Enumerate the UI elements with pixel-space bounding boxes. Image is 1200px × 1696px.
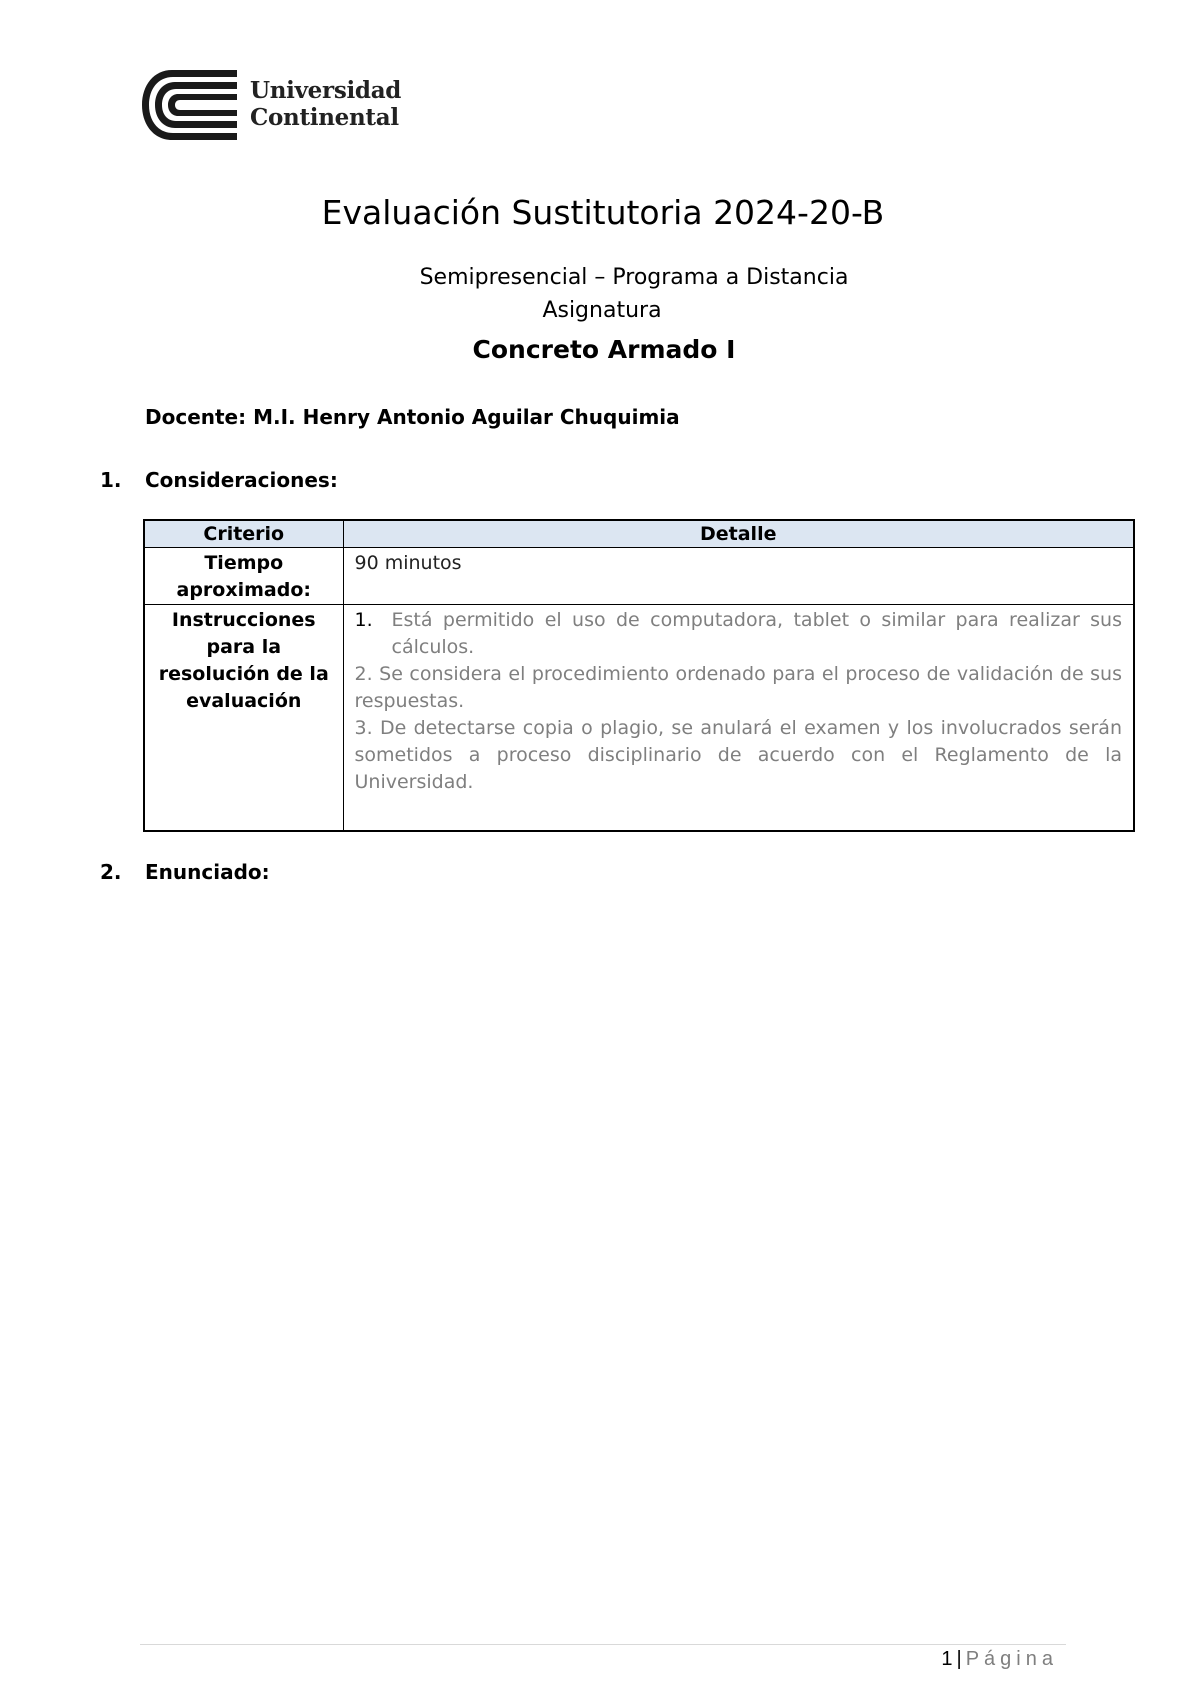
footer-divider xyxy=(140,1644,1066,1645)
instruction-item: 3. De detectarse copia o plagio, se anulará el examen y los involucrados serán sometidos a proceso disciplinario de acuerdo con el Reglamento de la Universidad. xyxy=(354,717,1122,793)
course-name-text: Concreto Armado I xyxy=(472,335,736,364)
section-number: 2. xyxy=(100,860,122,884)
document-subtitle xyxy=(0,265,1200,290)
table-header-criterio: Criterio xyxy=(144,520,343,548)
docente-line: Docente: M.I. Henry Antonio Aguilar Chuquimia xyxy=(145,405,680,429)
course-name xyxy=(0,335,1200,364)
document-subtitle-text: Semipresencial – Programa a Distancia xyxy=(419,265,849,290)
footer-separator: | xyxy=(956,1648,962,1670)
instruction-item: 2. Se considera el procedimiento ordenado para el proceso de validación de sus respuestas. xyxy=(354,663,1122,712)
university-logo xyxy=(142,70,402,140)
document-title-text: Evaluación Sustitutoria 2024-20-B xyxy=(321,193,885,232)
asignatura-label-text: Asignatura xyxy=(542,298,662,323)
instruction-number: 1. xyxy=(354,609,373,631)
logo-line-1: Universidad xyxy=(250,77,402,104)
section-title: Enunciado: xyxy=(145,860,270,884)
logo-line-2: Continental xyxy=(250,104,399,131)
instructions-list xyxy=(355,607,1123,796)
table-header-detalle: Detalle xyxy=(343,520,1134,548)
time-value: 90 minutos xyxy=(354,552,462,574)
page-number: 1 xyxy=(941,1648,953,1670)
instruction-text: Está permitido el uso de computadora, tablet o similar para realizar sus cálculos. xyxy=(391,609,1122,658)
page-footer xyxy=(941,1648,1058,1671)
table-row xyxy=(144,605,1134,832)
section-heading-enunciado xyxy=(100,860,270,884)
considerations-table xyxy=(143,519,1135,832)
criterio-cell-instrucciones: Instrucciones para la resolución de la evaluación xyxy=(144,605,343,832)
table-header-row xyxy=(144,520,1134,548)
page-label: Página xyxy=(965,1648,1058,1670)
logo-wordmark xyxy=(250,77,401,131)
universidad-continental-logo-icon xyxy=(142,70,238,140)
instruction-item xyxy=(355,607,1123,661)
detalle-cell-instrucciones xyxy=(343,605,1134,832)
criterio-cell-tiempo: Tiempo aproximado: xyxy=(144,548,343,605)
section-number: 1. xyxy=(100,468,122,492)
table-row xyxy=(144,548,1134,605)
section-title: Consideraciones: xyxy=(145,468,338,492)
detalle-cell-tiempo xyxy=(343,548,1134,605)
asignatura-label xyxy=(0,298,1200,323)
document-title xyxy=(0,193,1200,232)
section-heading-consideraciones xyxy=(100,468,338,492)
